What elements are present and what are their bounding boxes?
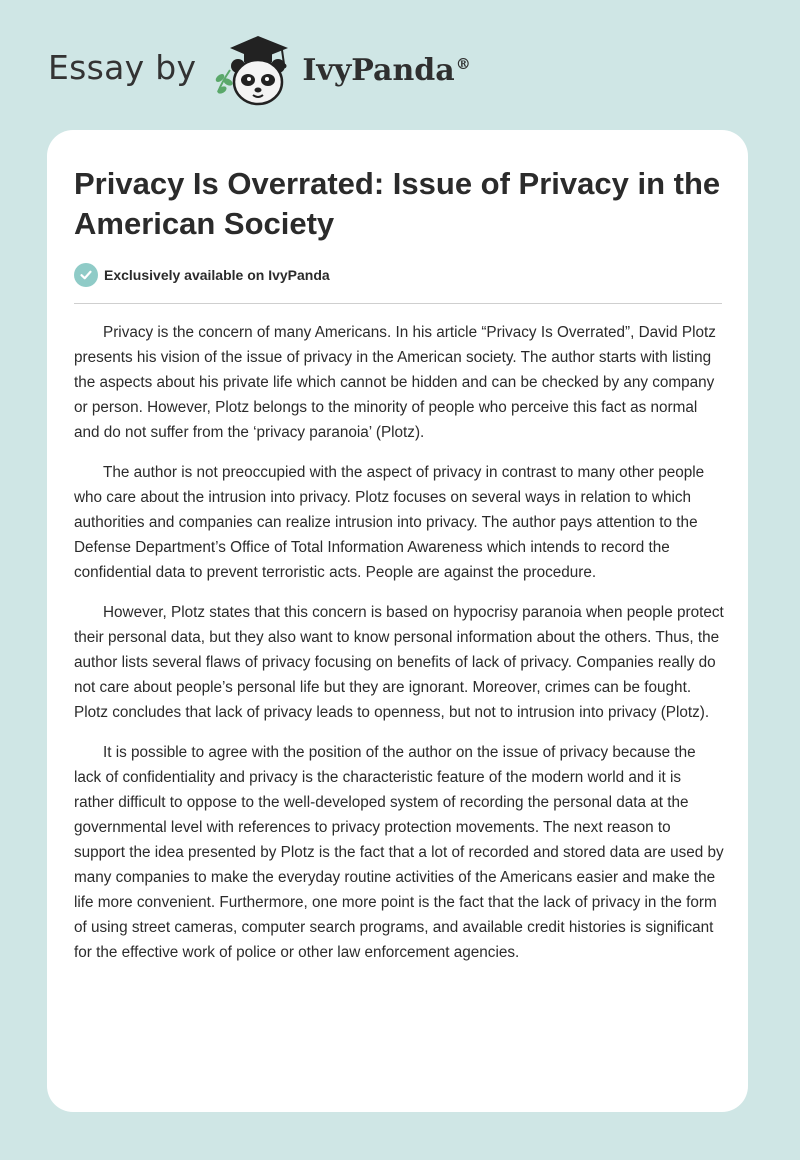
- check-icon: [74, 263, 98, 287]
- panda-logo-icon: [208, 30, 300, 110]
- paragraph: It is possible to agree with the position of the author on the issue of privacy because the lack of confidentiality and privacy is the characteristic feature of the modern world and it is rather difficult to oppose to the well-developed system of recording the personal data at the governmental level with references to privacy protection movements. The next reason to support the idea presented by Plotz is the fact that a lot of recorded and stored data are used by many companies to make the everyday routine activities of the Americans easier and make the life more convenient. Furthermore, one more point is the fact that the lack of privacy in the form of using street cameras, computer search programs, and available credit histories is significant for the effective work of police or other law enforcement agencies.: [74, 744, 724, 961]
- site-brand[interactable]: [48, 30, 471, 110]
- divider: [74, 303, 722, 304]
- exclusive-text: Exclusively available on IvyPanda: [104, 267, 330, 283]
- paragraph: The author is not preoccupied with the aspect of privacy in contrast to many other people who care about the intrusion into privacy. Plotz focuses on several ways in relation to which authorities and companies can realize intrusion into privacy. The author pays attention to the Defense Department’s Office of Total Information Awareness which intends to record the confidential data to prevent terroristic acts. People are against the procedure.: [74, 464, 705, 581]
- brand-name: IvyPanda®: [302, 52, 471, 88]
- paragraph: Privacy is the concern of many Americans. In his article “Privacy Is Overrated”, David Plotz presents his vision of the issue of privacy in the American society. The author starts with listing the aspects about his private life which cannot be hidden and can be checked by any company or person. However, Plotz belongs to the minority of people who perceive this fact as normal and do not suffer from the ‘privacy paranoia’ (Plotz).: [74, 324, 716, 441]
- essay-body: [74, 320, 724, 980]
- essay-card: [47, 130, 748, 1112]
- brand-prefix: Essay by: [48, 47, 197, 87]
- essay-title: Privacy Is Overrated: Issue of Privacy in the American Society: [74, 166, 721, 241]
- paragraph: However, Plotz states that this concern is based on hypocrisy paranoia when people protect their personal data, but they also want to know personal information about the others. Thus, the author lists several flaws of privacy focusing on benefits of lack of privacy. Companies really do not care about people’s personal life but they are ignorant. Moreover, crimes can be fought. Plotz concludes that lack of privacy leads to openness, but not to intrusion into privacy (Plotz).: [74, 604, 724, 721]
- exclusive-badge: [74, 263, 330, 287]
